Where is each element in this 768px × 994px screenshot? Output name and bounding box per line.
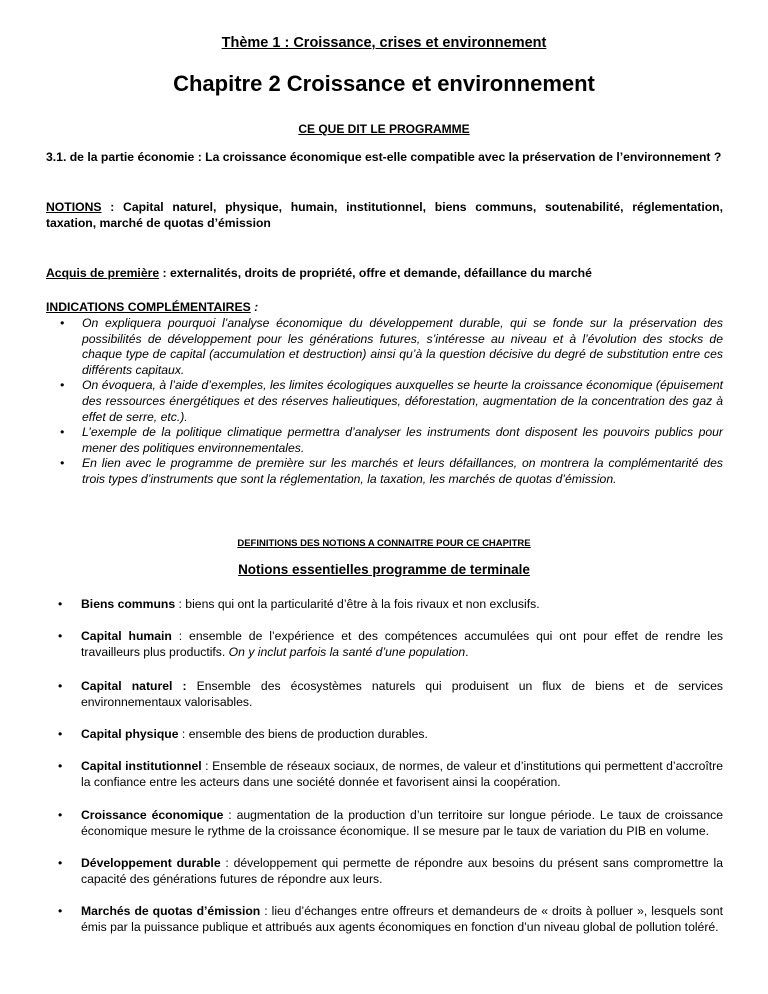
definition-text: Ensemble des écosystèmes naturels qui produisent un flux de biens et de services environnementaux valorisables.	[81, 679, 723, 709]
definition-text: : développement qui permette de répondre aux besoins du présent sans compromettre la capacité des générations futures de répondre aux leurs.	[81, 856, 723, 886]
notions-subheading: Notions essentielles programme de terminale	[238, 562, 530, 577]
definition-item	[46, 597, 723, 613]
definition-term: Capital physique	[81, 727, 179, 741]
list-item: • L’exemple de la politique climatique permettra d’analyser les instruments dont disposent les pouvoirs publics pour mener des politiques environnementales.	[60, 425, 723, 455]
definition-text: : Ensemble de réseaux sociaux, de normes, de valeur et d’institutions qui permettent d’accroître la confiance entre les acteurs dans une société donnée et favorisent ainsi la coopération.	[81, 759, 723, 789]
definition-item	[46, 808, 723, 839]
notions-paragraph	[46, 200, 723, 231]
definition-extra: On y inclut parfois la santé d’une population	[228, 644, 466, 659]
definition-item	[46, 759, 723, 790]
bullet-icon: •	[58, 808, 63, 822]
list-item: • En lien avec le programme de première sur les marchés et leurs défaillances, on montrera la complémentarité des trois types d’instruments que sont la réglementation, la taxation, les marchés de quotas d’émission.	[60, 456, 723, 486]
indications-list	[46, 316, 723, 488]
definition-text: : lieu d’échanges entre offreurs et demandeurs de « droits à polluer », lesquels sont émis par la puissance publique et attribués aux agents économiques en fonction d’un niveau global de pollution toléré.	[81, 904, 724, 934]
bullet-icon: •	[60, 425, 65, 440]
definition-item	[46, 727, 723, 743]
list-item: • On expliquera pourquoi l’analyse économique du développement durable, qui se fonde sur la préservation des possibilités de développement pour les générations futures, s’intéresse au niveau et à l’évolution des stocks de chaque type de capital (accumulation et destruction) ainsi qu’à la question décisive du degré de substitution entre ces différents capitaux.	[60, 316, 723, 377]
programme-question: 3.1. de la partie économie : La croissance économique est-elle compatible avec la préservation de l’environnement ?	[46, 150, 722, 164]
indications-suffix: :	[250, 300, 259, 314]
bullet-icon: •	[60, 456, 65, 471]
definition-term: Capital naturel :	[81, 679, 187, 693]
list-item: • On évoquera, à l’aide d’exemples, les limites écologiques auxquelles se heurte la croissance économique (épuisement des ressources énergétiques et des réserves halieutiques, déforestation, augmentation de la concentration des gaz à effet de serre, etc.).	[60, 378, 723, 424]
notions-text: : Capital naturel, physique, humain, institutionnel, biens communs, soutenabilité, réglementation, taxation, marché de quotas d’émission	[46, 200, 723, 230]
bullet-icon: •	[58, 856, 63, 870]
programme-heading: CE QUE DIT LE PROGRAMME	[298, 122, 470, 136]
definition-term: Capital institutionnel	[81, 759, 202, 773]
bullet-icon: •	[60, 378, 65, 393]
definition-item	[46, 679, 723, 710]
definition-term: Développement durable	[81, 856, 221, 870]
bullet-icon: •	[58, 597, 63, 611]
definition-text: : ensemble des biens de production durables.	[178, 727, 428, 741]
definition-term: Capital humain	[81, 629, 172, 643]
indications-label: INDICATIONS COMPLÉMENTAIRES	[46, 300, 251, 314]
acquis-label: Acquis de première	[46, 266, 160, 280]
definitions-heading: DEFINITIONS DES NOTIONS A CONNAITRE POUR CE CHAPITRE	[237, 538, 531, 549]
acquis-text: : externalités, droits de propriété, offre et demande, défaillance du marché	[159, 266, 592, 280]
theme-title: Thème 1 : Croissance, crises et environnement	[221, 35, 547, 51]
definition-item	[46, 904, 723, 935]
bullet-icon: •	[60, 316, 65, 330]
bullet-icon: •	[58, 759, 63, 773]
bullet-icon: •	[58, 904, 63, 918]
definition-text: : augmentation de la production d’un territoire sur longue période. Le taux de croissance économique mesure le rythme de la croissance économique. Il se mesure par le taux de variation du PIB en volume.	[81, 808, 723, 838]
definition-text: : biens qui ont la particularité d’être à la fois rivaux et non exclusifs.	[175, 597, 540, 611]
definition-item: • Capital humain : ensemble de l’expérience et des compétences accumulées qui ont pour effet de rendre les travailleurs plus productifs. On y inclut parfois la santé d’une population.	[58, 629, 723, 659]
bullet-icon: •	[58, 679, 63, 693]
definition-item	[46, 856, 723, 887]
definition-term: Croissance économique	[81, 808, 224, 822]
definition-term: Marchés de quotas d’émission	[81, 904, 261, 918]
acquis-paragraph	[46, 266, 723, 282]
chapter-title: Chapitre 2 Croissance et environnement	[173, 71, 595, 96]
notions-label: NOTIONS	[46, 200, 102, 214]
definition-term: Biens communs	[81, 597, 176, 611]
bullet-icon: •	[58, 629, 63, 643]
indications-heading	[46, 300, 723, 316]
definition-text: : ensemble de l’expérience et des compétences accumulées qui ont pour effet de rendre les travailleurs plus productifs.	[81, 629, 723, 659]
bullet-icon: •	[58, 727, 63, 741]
